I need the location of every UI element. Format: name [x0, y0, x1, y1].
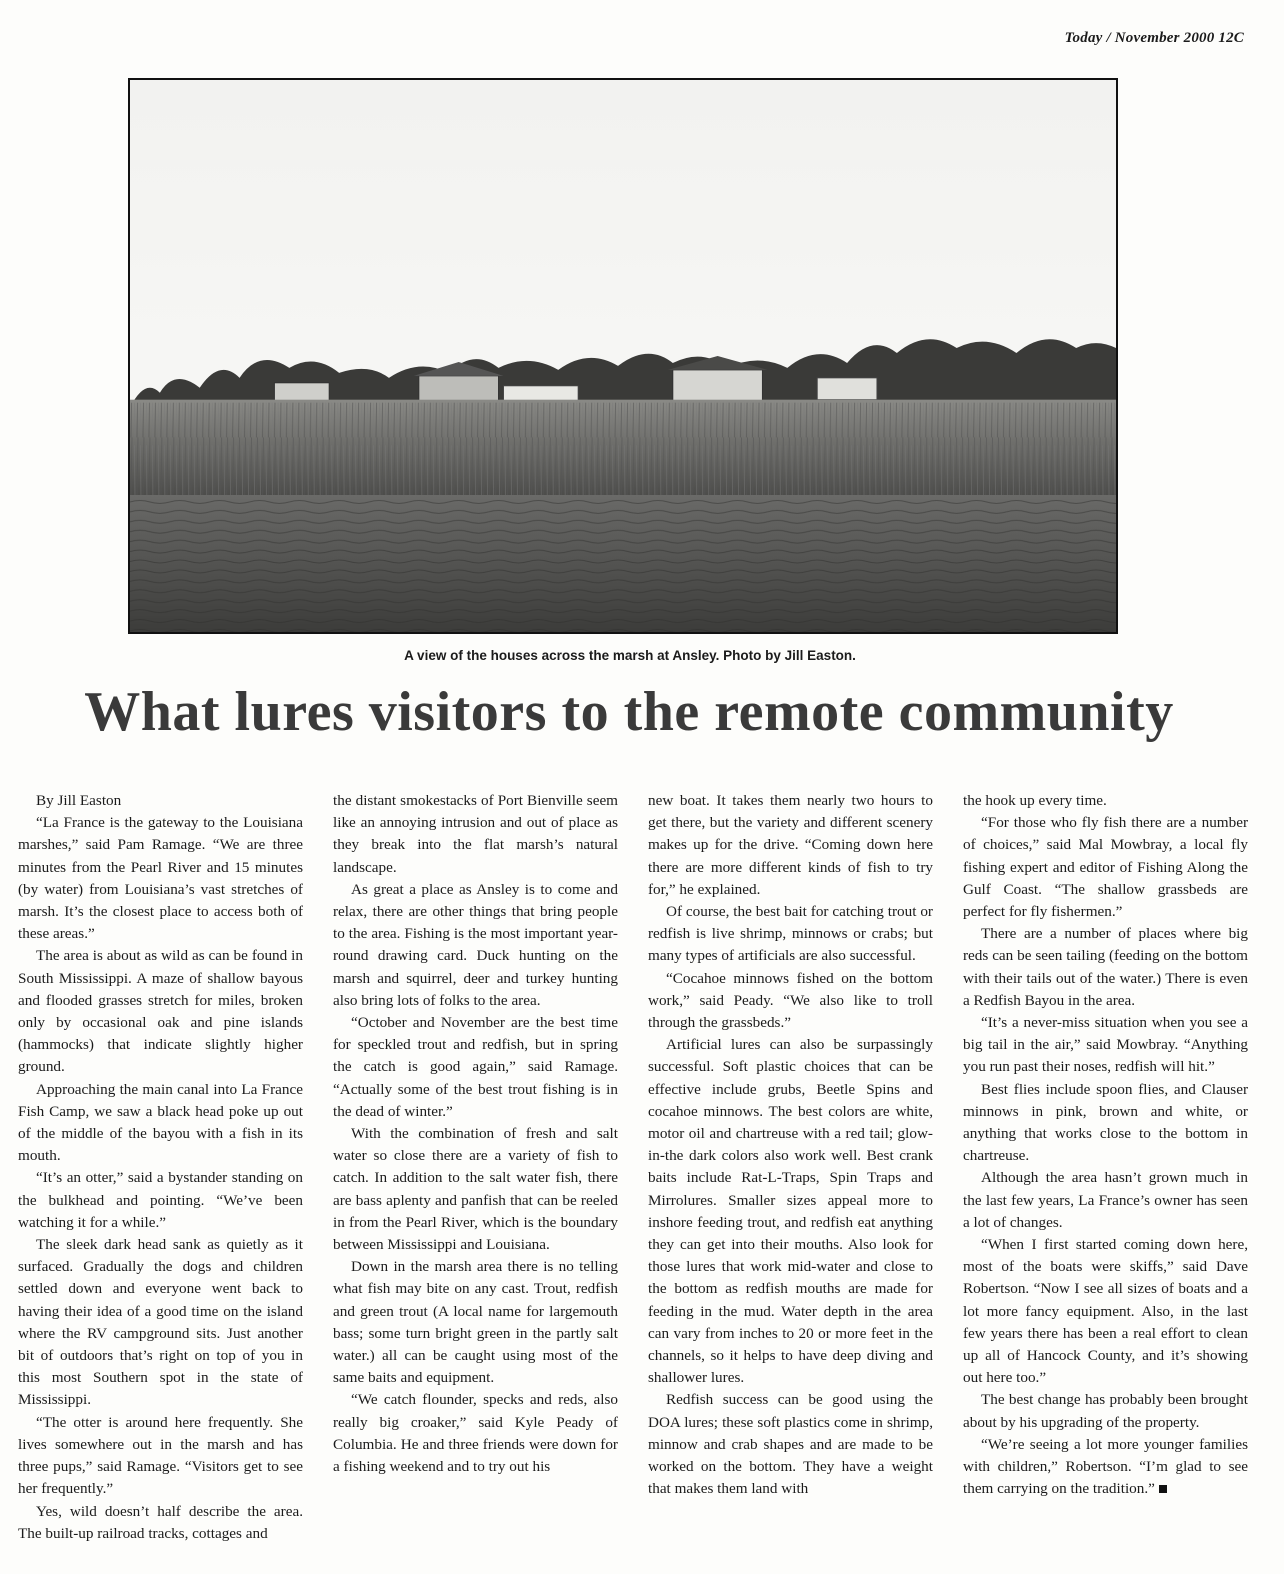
article-body [18, 790, 1248, 1550]
paragraph: Yes, wild doesn’t half describe the area. The built-up railroad tracks, cottages and [18, 1502, 303, 1542]
article-column-1 [18, 790, 303, 1550]
paragraph: “For those who fly fish there are a number of choices,” said Mal Mowbray, a local fly fishing expert and editor of Fishing Along the Gulf Coast. “The shallow grassbeds are perfect for fly fishermen.” [963, 814, 1248, 921]
article-column-4 [963, 790, 1248, 1550]
end-mark-icon [1159, 1485, 1167, 1493]
marsh-photo [128, 78, 1118, 634]
byline: By Jill Easton [36, 792, 122, 809]
paragraph-final [963, 1434, 1248, 1501]
paragraph: The sleek dark head sank as quietly as it surfaced. Gradually the dogs and children settled down and everyone went back to having their idea of a good time on the island where the RV campground sits. Just another bit of outdoors that’s right on top of you in this most Southern spot in the state of Mississippi. [18, 1236, 303, 1409]
paragraph: “It’s an otter,” said a bystander standing on the bulkhead and pointing. “We’ve been watching it for a while.” [18, 1169, 303, 1231]
photo-caption: A view of the houses across the marsh at Ansley. Photo by Jill Easton. [404, 648, 856, 663]
paragraph: Although the area hasn’t grown much in the last few years, La France’s owner has seen a lot of changes. [963, 1169, 1248, 1231]
paragraph-final-text: “We’re seeing a lot more younger families with children,” Robertson. “I’m glad to see them carrying on the tradition.” [963, 1435, 1248, 1498]
paragraph: “When I first started coming down here, most of the boats were skiffs,” said Dave Robertson. “Now I see all sizes of boats and a lot more fancy equipment. Also, in the last few years there has been a real effort to clean up all of Hancock County, and it’s showing out here too.” [963, 1236, 1248, 1387]
marsh-photo-image [130, 80, 1116, 632]
paragraph: Down in the marsh area there is no telling what fish may bite on any cast. Trout, redfish and green trout (A local name for largemouth bass; some turn bright green in the partly salt water.) all can be caught using most of the same baits and equipment. [333, 1258, 618, 1387]
paragraph: the hook up every time. [963, 792, 1107, 809]
paragraph: Artificial lures can also be surpassingly successful. Soft plastic choices that can be effective include grubs, Beetle Spins and cocahoe minnows. The best colors are white, motor oil and chartreuse with a red tail; glow-in-the dark colors also work well. Best crank baits include Rat-L-Traps, Spin Traps and Mirrolures. Smaller sizes appeal more to inshore feeding trout, and redfish eat anything they can get into their mouths. Also look for those lures that work mid-water and close to the bottom as redfish mouths are made for feeding in the mud. Water depth in the area can vary from inches to 20 or more feet in the channels, so it helps to have deep diving and shallower lures. [648, 1036, 933, 1387]
paragraph: “October and November are the best time for speckled trout and redfish, but in spring the catch is good again,” said Ramage. “Actually some of the best trout fishing is in the dead of winter.” [333, 1014, 618, 1120]
paragraph: “The otter is around here frequently. She lives somewhere out in the marsh and has three pups,” said Ramage. “Visitors get to see her frequently.” [18, 1413, 303, 1498]
paragraph: Best flies include spoon flies, and Clauser minnows in pink, brown and white, or anything that works close to the bottom in chartreuse. [963, 1080, 1248, 1165]
paragraph: As great a place as Ansley is to come and relax, there are other things that bring people to the area. Fishing is the most important year-round drawing card. Duck hunting on the marsh and squirrel, deer and turkey hunting also bring lots of folks to the area. [333, 880, 618, 1009]
article-headline: What lures visitors to the remote community [84, 681, 1174, 743]
paragraph: “It’s a never-miss situation when you see a big tail in the air,” said Mowbray. “Anything you run past their noses, redfish will hit.” [963, 1014, 1248, 1076]
paragraph: the distant smokestacks of Port Bienville seem like an annoying intrusion and out of place as they break into the flat marsh’s natural landscape. [333, 792, 618, 876]
paragraph: new boat. It takes them nearly two hours to get there, but the variety and different scenery makes up for the drive. “Coming down here there are more different kinds of fish to try for,” he explained. [648, 792, 933, 898]
paragraph: The area is about as wild as can be found in South Mississippi. A maze of shallow bayous and flooded grasses stretch for miles, broken only by occasional oak and pine islands (hammocks) that indicate slightly higher ground. [18, 947, 303, 1076]
paragraph: “Cocahoe minnows fished on the bottom work,” said Peady. “We also like to troll through the grassbeds.” [648, 969, 933, 1032]
paragraph: There are a number of places where big reds can be seen tailing (feeding on the bottom with their tails out of the water.) There is even a Redfish Bayou in the area. [963, 925, 1248, 1009]
paragraph: With the combination of fresh and salt water so close there are a variety of fish to catch. In addition to the salt water fish, there are bass aplenty and panfish that can be reeled in from the Pearl River, which is the boundary between Mississippi and Louisiana. [333, 1125, 618, 1254]
paragraph: Approaching the main canal into La France Fish Camp, we saw a black head poke up out of the middle of the bayou with a fish in its mouth. [18, 1080, 303, 1165]
paragraph: “We catch flounder, specks and reds, also really big croaker,” said Kyle Peady of Columbia. He and three friends were down for a fishing weekend and to try out his [333, 1391, 618, 1476]
paragraph: “La France is the gateway to the Louisiana marshes,” said Pam Ramage. “We are three minutes from the Pearl River and 15 minutes (by water) from Louisiana’s vast stretches of marsh. It’s the closest place to access both of these areas.” [18, 814, 303, 943]
paragraph: Redfish success can be good using the DOA lures; these soft plastics come in shrimp, minnow and crab shapes and are made to be worked on the bottom. They have a weight that makes them land with [648, 1391, 933, 1498]
paragraph: The best change has probably been brought about by his upgrading of the property. [963, 1391, 1248, 1431]
page-folio: Today / November 2000 12C [1064, 30, 1244, 46]
paragraph: Of course, the best bait for catching trout or redfish is live shrimp, minnows or crabs; but many types of artificials are also successful. [648, 903, 933, 965]
article-column-3 [648, 790, 933, 1550]
article-column-2 [333, 790, 618, 1550]
